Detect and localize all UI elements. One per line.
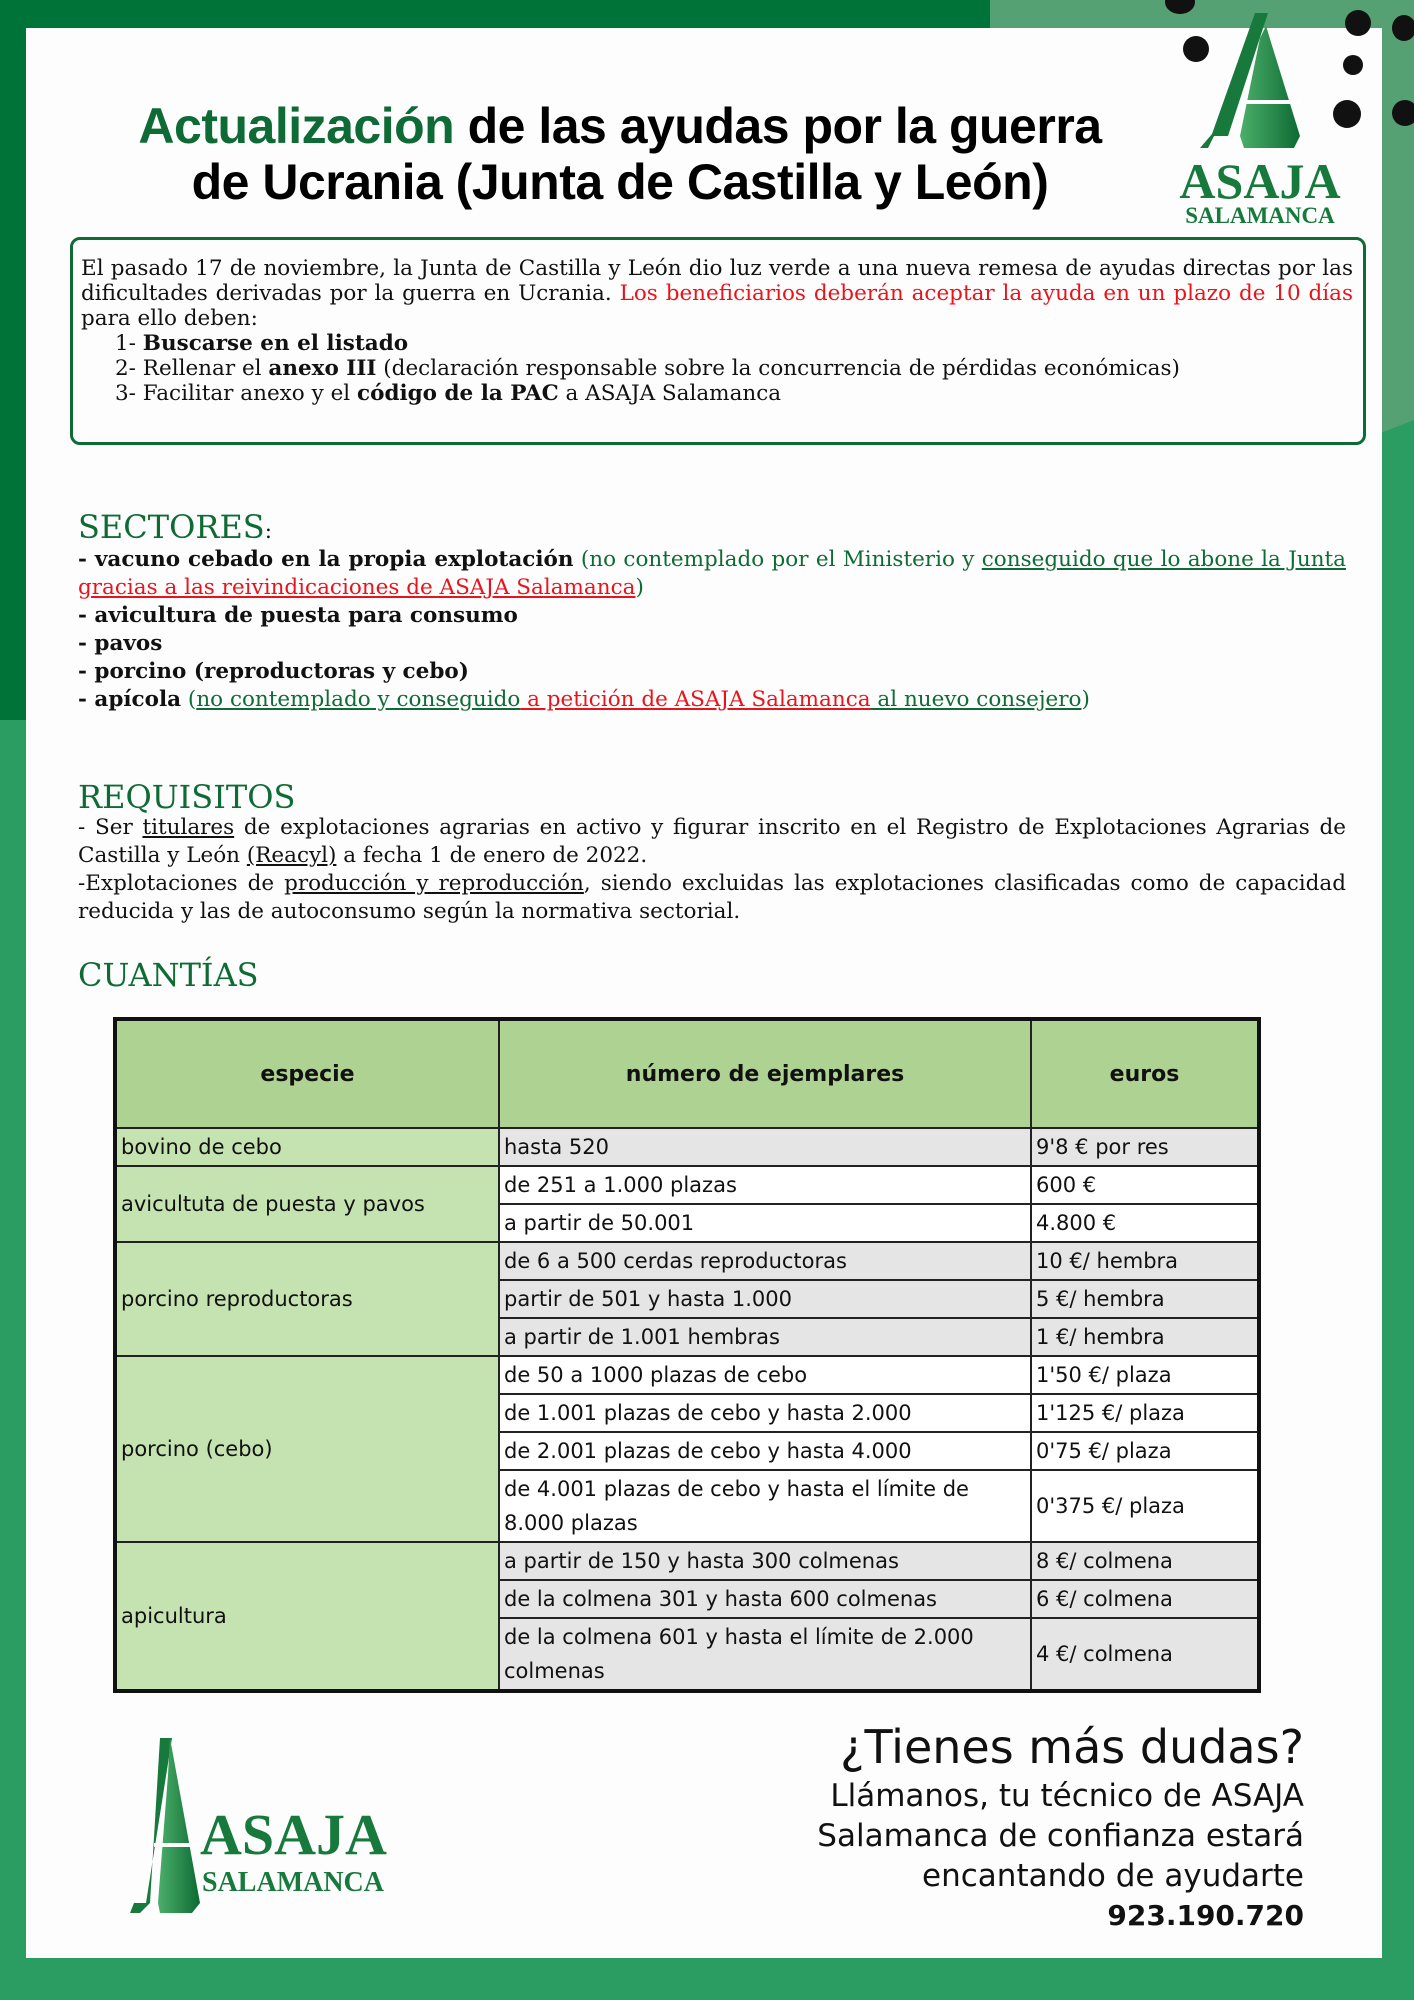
logo-sub: SALAMANCA <box>1185 203 1335 228</box>
step-2 <box>81 356 1353 381</box>
count-cell: de 2.001 plazas de cebo y hasta 4.000 <box>499 1432 1031 1470</box>
logo-sub: SALAMANCA <box>202 1867 384 1898</box>
text: a fecha 1 de enero de 2022. <box>336 843 648 868</box>
count-cell: partir de 501 y hasta 1.000 <box>499 1280 1031 1318</box>
asaja-logo-top <box>1170 8 1350 228</box>
asaja-a-icon <box>1200 8 1310 148</box>
euros-cell: 1'125 €/ plaza <box>1031 1394 1259 1432</box>
column-header: euros <box>1031 1019 1259 1128</box>
euros-cell: 1'50 €/ plaza <box>1031 1356 1259 1394</box>
euros-cell: 0'375 €/ plaza <box>1031 1470 1259 1542</box>
euros-cell: 4 €/ colmena <box>1031 1618 1259 1691</box>
sector-note-end: ) <box>635 575 644 600</box>
sectores-section <box>78 510 1346 714</box>
count-cell: a partir de 1.001 hembras <box>499 1318 1031 1356</box>
text-underlined: producción y reproducción <box>284 871 584 896</box>
count-cell: a partir de 150 y hasta 300 colmenas <box>499 1542 1031 1580</box>
step-rest: (declaración responsable sobre la concurrencia de pérdidas económicas) <box>376 356 1180 381</box>
sector-note-underlined: no contemplado y conseguido <box>196 687 521 712</box>
text: de explotaciones agrarias en activo y figurar inscrito en el Registro de Explotaciones Agrarias de Castilla y León <box>78 815 1346 868</box>
species-cell: porcino (cebo) <box>115 1356 499 1542</box>
intro-box <box>70 237 1366 445</box>
euros-cell: 4.800 € <box>1031 1204 1259 1242</box>
sector-name: - pavos <box>78 631 163 656</box>
cta-line: encantando de ayudarte <box>922 1858 1304 1894</box>
sector-name: - apícola <box>78 687 182 712</box>
count-cell: hasta 520 <box>499 1128 1031 1166</box>
euros-cell: 10 €/ hembra <box>1031 1242 1259 1280</box>
sector-item <box>78 658 1346 686</box>
sector-note-red: gracias a las reivindicaciones de ASAJA Salamanca <box>78 575 636 600</box>
text: , siendo excluidas las explotaciones clasificadas como de capacidad reducida y las de autoconsumo según la normativa sectorial. <box>78 871 1346 924</box>
sector-name: - avicultura de puesta para consumo <box>78 603 518 628</box>
sectores-heading: SECTORES <box>78 508 265 546</box>
title-highlight: Actualización <box>138 98 455 154</box>
count-cell: de 251 a 1.000 plazas <box>499 1166 1031 1204</box>
title-line2: de Ucrania (Junta de Castilla y León) <box>191 154 1049 210</box>
step-num: 3- Facilitar anexo y el <box>115 381 358 406</box>
decorative-dot <box>1392 15 1414 41</box>
species-cell: bovino de cebo <box>115 1128 499 1166</box>
sector-name: - porcino (reproductoras y cebo) <box>78 659 469 684</box>
intro-deadline: Los beneficiarios deberán aceptar la ayuda en un plazo de 10 días <box>619 281 1354 306</box>
sector-item <box>78 630 1346 658</box>
table-header-row <box>115 1019 1259 1128</box>
logo-name: ASAJA <box>200 1802 387 1867</box>
cta-line: Llámanos, tu técnico de ASAJA <box>830 1778 1304 1814</box>
asaja-logo-bottom <box>130 1735 510 1915</box>
step-bold: código de la PAC <box>357 381 559 406</box>
intro-text: El pasado 17 de noviembre, la Junta de Castilla y León dio luz verde a una nueva remesa de ayudas directas por las dificultades derivadas por la guerra en Ucrania. <box>81 256 1353 306</box>
euros-cell: 0'75 €/ plaza <box>1031 1432 1259 1470</box>
sector-name: - vacuno cebado en la propia explotación <box>78 547 574 572</box>
table-row <box>115 1166 1259 1204</box>
sector-note-underlined: al nuevo consejero <box>870 687 1082 712</box>
intro-paragraph <box>81 256 1353 331</box>
text: -Explotaciones de <box>78 871 285 896</box>
decorative-dot <box>1392 100 1414 126</box>
step-num: 1- <box>115 331 143 356</box>
step-bold: Buscarse en el listado <box>142 331 409 356</box>
species-cell: porcino reproductoras <box>115 1242 499 1356</box>
table-row <box>115 1128 1259 1166</box>
logo-name: ASAJA <box>1179 153 1341 209</box>
sector-note: ( <box>181 687 197 712</box>
sector-item <box>78 686 1346 714</box>
count-cell: a partir de 50.001 <box>499 1204 1031 1242</box>
count-cell: de 1.001 plazas de cebo y hasta 2.000 <box>499 1394 1031 1432</box>
text: - Ser <box>78 815 143 840</box>
contact-cta <box>817 1718 1304 1936</box>
species-cell: avicultuta de puesta y pavos <box>115 1166 499 1242</box>
sector-note-underlined: conseguido que lo abone la Junta <box>981 547 1346 572</box>
sector-note-end: ) <box>1081 687 1090 712</box>
step-rest: a ASAJA Salamanca <box>558 381 782 406</box>
count-cell: de la colmena 301 y hasta 600 colmenas <box>499 1580 1031 1618</box>
cta-question: ¿Tienes más dudas? <box>840 1720 1304 1774</box>
table-row <box>115 1542 1259 1580</box>
heading-colon: : <box>264 519 272 544</box>
step-bold: anexo III <box>268 356 377 381</box>
column-header: número de ejemplares <box>499 1019 1031 1128</box>
text-underlined: titulares <box>142 815 235 840</box>
requisitos-heading: REQUISITOS <box>78 778 296 816</box>
sector-item <box>78 546 1346 602</box>
sector-item <box>78 602 1346 630</box>
cuantias-section <box>78 958 1346 992</box>
table-row <box>115 1242 1259 1280</box>
cta-line: Salamanca de confianza estará <box>817 1818 1304 1854</box>
euros-cell: 1 €/ hembra <box>1031 1318 1259 1356</box>
sector-note-red: a petición de ASAJA Salamanca <box>520 687 871 712</box>
euros-cell: 6 €/ colmena <box>1031 1580 1259 1618</box>
euros-cell: 9'8 € por res <box>1031 1128 1259 1166</box>
title-line1: de las ayudas por la guerra <box>454 98 1102 154</box>
requisito-1 <box>78 814 1346 870</box>
text-underlined: (Reacyl) <box>246 843 337 868</box>
count-cell: de la colmena 601 y hasta el límite de 2.000 colmenas <box>499 1618 1031 1691</box>
cuantias-table <box>113 1017 1261 1693</box>
column-header: especie <box>115 1019 499 1128</box>
intro-text-after: para ello deben: <box>81 306 258 331</box>
count-cell: de 6 a 500 cerdas reproductoras <box>499 1242 1031 1280</box>
cuantias-heading: CUANTÍAS <box>78 956 259 994</box>
euros-cell: 8 €/ colmena <box>1031 1542 1259 1580</box>
euros-cell: 5 €/ hembra <box>1031 1280 1259 1318</box>
step-1 <box>81 331 1353 356</box>
requisitos-section <box>78 780 1346 926</box>
table-row <box>115 1356 1259 1394</box>
sector-note: (no contemplado por el Ministerio y <box>573 547 982 572</box>
count-cell: de 50 a 1000 plazas de cebo <box>499 1356 1031 1394</box>
count-cell: de 4.001 plazas de cebo y hasta el límite de 8.000 plazas <box>499 1470 1031 1542</box>
page-title <box>80 98 1160 210</box>
species-cell: apicultura <box>115 1542 499 1691</box>
step-num: 2- Rellenar el <box>115 356 269 381</box>
step-3 <box>81 381 1353 406</box>
euros-cell: 600 € <box>1031 1166 1259 1204</box>
requisito-2 <box>78 870 1346 926</box>
phone-number[interactable]: 923.190.720 <box>1107 1899 1304 1932</box>
